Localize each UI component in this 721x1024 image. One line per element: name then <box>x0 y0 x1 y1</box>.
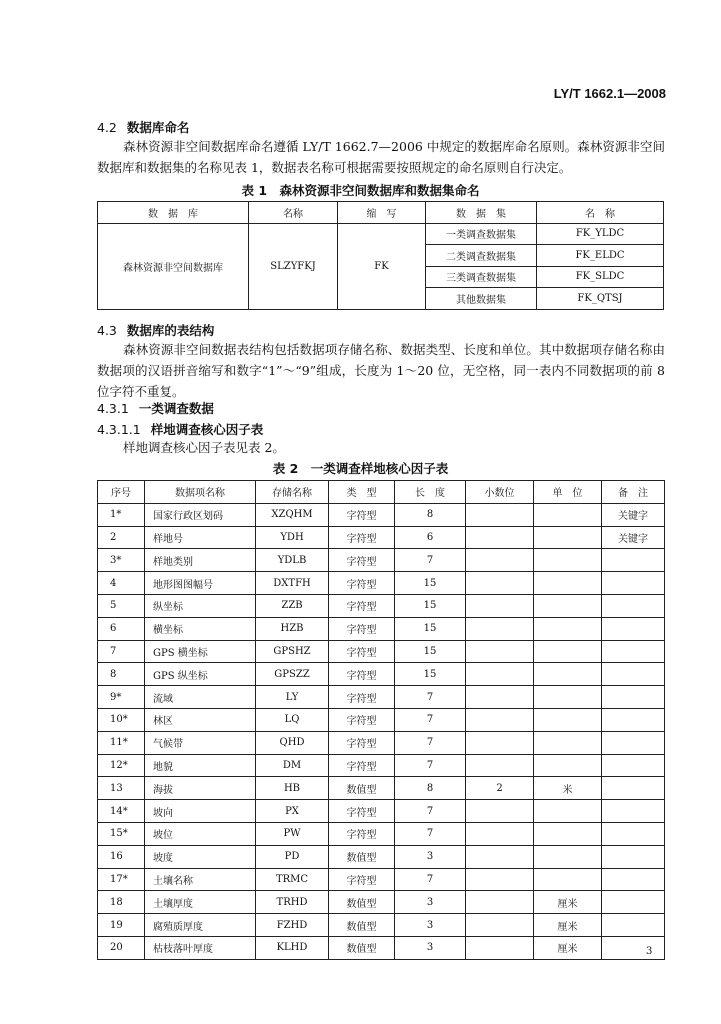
table2-cell-remark <box>602 640 665 663</box>
table2-cell-length: 7 <box>395 754 466 777</box>
table2-cell-remark <box>602 868 665 891</box>
table2-cell-decimals <box>466 663 534 686</box>
table2-header-cell: 序号 <box>98 481 145 504</box>
table2-cell-unit <box>534 731 602 754</box>
table2-cell-field-name: 坡度 <box>145 845 256 868</box>
table2-cell-length: 15 <box>395 663 466 686</box>
table2-cell-storage-name: KLHD <box>256 936 329 959</box>
table2-cell-field-name: 样地类别 <box>145 549 256 572</box>
table2-cell-remark <box>602 777 665 800</box>
table2-cell-length: 7 <box>395 868 466 891</box>
table2-cell-storage-name: DXTFH <box>256 572 329 595</box>
table2-cell-unit <box>534 800 602 823</box>
table2-cell-decimals <box>466 503 534 526</box>
table2-cell-unit <box>534 754 602 777</box>
table2-cell-unit <box>534 663 602 686</box>
section-title: 数据库的表结构 <box>126 323 215 338</box>
table2-cell-field-name: 土壤厚度 <box>145 891 256 914</box>
table-row <box>98 223 664 245</box>
section-4-2-heading <box>97 118 189 136</box>
table2-cell-data-type: 数值型 <box>329 845 395 868</box>
table2-cell-remark <box>602 617 665 640</box>
table2-header-cell: 数据项名称 <box>145 481 256 504</box>
table2-cell-unit: 厘米 <box>534 891 602 914</box>
table2-cell-length: 8 <box>395 503 466 526</box>
table2-cell-length: 15 <box>395 594 466 617</box>
table2-cell-storage-name: GPSZZ <box>256 663 329 686</box>
table2-cell-decimals <box>466 800 534 823</box>
table2-cell-field-name: 气候带 <box>145 731 256 754</box>
table2-cell-unit <box>534 822 602 845</box>
table2-cell-storage-name: PW <box>256 822 329 845</box>
table2-cell-remark: 关键字 <box>602 526 665 549</box>
table1-caption: 表 1 森林资源非空间数据库和数据集命名 <box>241 183 480 198</box>
table2-cell-decimals <box>466 822 534 845</box>
table2-header-cell: 单 位 <box>534 481 602 504</box>
section-number: 4.3.1.1 <box>97 422 141 437</box>
table2-cell-decimals <box>466 754 534 777</box>
table2-cell-field-name: 流域 <box>145 686 256 709</box>
table1-dataset-code: FK_SLDC <box>537 266 664 288</box>
table2-cell-length: 7 <box>395 800 466 823</box>
table-row <box>98 754 665 777</box>
table2-cell-row-index: 14* <box>98 800 145 823</box>
table-row <box>98 663 665 686</box>
table2-cell-storage-name: ZZB <box>256 594 329 617</box>
table2-cell-length: 15 <box>395 617 466 640</box>
table2-cell-row-index: 10* <box>98 708 145 731</box>
table1-header-cell: 名称 <box>249 202 338 224</box>
table2-cell-decimals <box>466 936 534 959</box>
table2 <box>97 480 665 960</box>
table2-cell-data-type: 数值型 <box>329 891 395 914</box>
table1-header-cell: 缩 写 <box>338 202 426 224</box>
table2-cell-data-type: 字符型 <box>329 800 395 823</box>
table2-cell-field-name: 样地号 <box>145 526 256 549</box>
table2-cell-remark <box>602 822 665 845</box>
table2-cell-length: 3 <box>395 845 466 868</box>
table-row <box>98 549 665 572</box>
table2-cell-unit <box>534 617 602 640</box>
section-title: 一类调查数据 <box>138 401 214 416</box>
table2-cell-remark <box>602 549 665 572</box>
table2-cell-row-index: 13 <box>98 777 145 800</box>
table2-cell-storage-name: YDLB <box>256 549 329 572</box>
table2-cell-data-type: 字符型 <box>329 526 395 549</box>
table-row <box>98 891 665 914</box>
table1-dataset-code: FK_YLDC <box>537 223 664 245</box>
table2-cell-decimals <box>466 868 534 891</box>
table2-cell-unit <box>534 845 602 868</box>
table2-cell-data-type: 数值型 <box>329 936 395 959</box>
table2-cell-unit: 厘米 <box>534 936 602 959</box>
table2-cell-row-index: 8 <box>98 663 145 686</box>
table2-cell-row-index: 16 <box>98 845 145 868</box>
table2-cell-field-name: 腐殖质厚度 <box>145 914 256 937</box>
table-row <box>98 731 665 754</box>
table2-cell-row-index: 18 <box>98 891 145 914</box>
table2-cell-remark: 关键字 <box>602 503 665 526</box>
table2-cell-decimals: 2 <box>466 777 534 800</box>
table2-cell-data-type: 字符型 <box>329 754 395 777</box>
table2-cell-length: 15 <box>395 640 466 663</box>
table-row <box>98 686 665 709</box>
table2-header-row <box>98 481 665 504</box>
table2-cell-unit <box>534 503 602 526</box>
table2-cell-data-type: 字符型 <box>329 640 395 663</box>
table2-cell-remark <box>602 845 665 868</box>
table1-header-cell: 数 据 库 <box>98 202 249 224</box>
table2-cell-storage-name: PD <box>256 845 329 868</box>
table-row <box>98 868 665 891</box>
table2-cell-row-index: 15* <box>98 822 145 845</box>
table2-header-cell: 长 度 <box>395 481 466 504</box>
table2-cell-decimals <box>466 617 534 640</box>
table1-header-cell: 名 称 <box>537 202 664 224</box>
table-row <box>98 914 665 937</box>
table-row <box>98 777 665 800</box>
table2-cell-decimals <box>466 914 534 937</box>
section-number: 4.2 <box>97 120 117 135</box>
section-4-3-paragraph: 森林资源非空间数据表结构包括数据项存储名称、数据类型、长度和单位。其中数据项存储名称由数据项的汉语拼音缩写和数字“1”～“9”组成，长度为 1～20 位，无空格，同一表内不同数据项的前 8 位字符不重复。 <box>97 342 665 399</box>
table2-cell-row-index: 9* <box>98 686 145 709</box>
table2-cell-field-name: 海拔 <box>145 777 256 800</box>
table2-cell-length: 7 <box>395 686 466 709</box>
table1-dataset-name: 其他数据集 <box>426 288 537 310</box>
table2-cell-remark <box>602 663 665 686</box>
table-row <box>98 845 665 868</box>
table-row <box>98 640 665 663</box>
section-title: 数据库命名 <box>126 120 190 135</box>
table2-cell-field-name: 坡向 <box>145 800 256 823</box>
table2-cell-storage-name: LQ <box>256 708 329 731</box>
table-row <box>98 617 665 640</box>
section-number: 4.3.1 <box>97 401 129 416</box>
table1-dataset-name: 一类调查数据集 <box>426 223 537 245</box>
table2-cell-unit: 厘米 <box>534 914 602 937</box>
table2-cell-row-index: 6 <box>98 617 145 640</box>
table2-cell-unit <box>534 640 602 663</box>
table2-cell-field-name: 地貌 <box>145 754 256 777</box>
table-row <box>98 800 665 823</box>
table2-cell-field-name: 纵坐标 <box>145 594 256 617</box>
table1-abbreviation: FK <box>338 223 426 309</box>
table2-cell-row-index: 1* <box>98 503 145 526</box>
table2-header-cell: 小数位 <box>466 481 534 504</box>
table2-cell-length: 15 <box>395 572 466 595</box>
table2-cell-data-type: 字符型 <box>329 731 395 754</box>
table2-cell-storage-name: HZB <box>256 617 329 640</box>
table1-database-code: SLZYFKJ <box>249 223 338 309</box>
table2-cell-row-index: 7 <box>98 640 145 663</box>
table1-header-row <box>98 202 664 224</box>
table-row <box>98 822 665 845</box>
table2-cell-storage-name: PX <box>256 800 329 823</box>
table1-header-cell: 数 据 集 <box>426 202 537 224</box>
table2-cell-data-type: 字符型 <box>329 708 395 731</box>
table2-cell-row-index: 11* <box>98 731 145 754</box>
table2-cell-remark <box>602 708 665 731</box>
table2-cell-storage-name: GPSHZ <box>256 640 329 663</box>
page-number: 3 <box>646 946 653 957</box>
table2-cell-decimals <box>466 640 534 663</box>
table2-cell-decimals <box>466 526 534 549</box>
table1-dataset-name: 二类调查数据集 <box>426 245 537 267</box>
table2-cell-length: 3 <box>395 891 466 914</box>
table2-cell-length: 7 <box>395 822 466 845</box>
table2-cell-data-type: 字符型 <box>329 594 395 617</box>
table-row <box>98 936 665 959</box>
table2-cell-row-index: 19 <box>98 914 145 937</box>
table2-cell-decimals <box>466 594 534 617</box>
table2-cell-unit <box>534 526 602 549</box>
table2-cell-data-type: 字符型 <box>329 686 395 709</box>
table2-cell-field-name: 地形图图幅号 <box>145 572 256 595</box>
table2-cell-decimals <box>466 731 534 754</box>
section-4-2-paragraph: 森林资源非空间数据库命名遵循 LY/T 1662.7—2006 中规定的数据库命名原则。森林资源非空间数据库和数据集的名称见表 1，数据表名称可根据需要按照规定的命名原则自行决定。 <box>97 139 665 175</box>
table2-cell-field-name: 林区 <box>145 708 256 731</box>
table1-dataset-name: 三类调查数据集 <box>426 266 537 288</box>
table-row <box>98 503 665 526</box>
table2-cell-length: 6 <box>395 526 466 549</box>
table2-cell-remark <box>602 731 665 754</box>
table2-cell-field-name: 枯枝落叶厚度 <box>145 936 256 959</box>
table1-database-name: 森林资源非空间数据库 <box>98 223 249 309</box>
section-4-3-1-1-heading <box>97 420 263 438</box>
table2-cell-data-type: 数值型 <box>329 914 395 937</box>
table2-cell-field-name: GPS 横坐标 <box>145 640 256 663</box>
table2-cell-unit <box>534 708 602 731</box>
table2-cell-decimals <box>466 708 534 731</box>
table2-cell-unit <box>534 549 602 572</box>
table2-cell-unit <box>534 686 602 709</box>
table1 <box>97 201 664 310</box>
table2-cell-length: 8 <box>395 777 466 800</box>
table2-cell-decimals <box>466 549 534 572</box>
table2-cell-remark <box>602 891 665 914</box>
table2-cell-row-index: 4 <box>98 572 145 595</box>
section-4-3-1-1-paragraph: 样地调查核心因子表见表 2。 <box>123 440 285 455</box>
table2-cell-data-type: 字符型 <box>329 822 395 845</box>
table2-header-cell: 类 型 <box>329 481 395 504</box>
table2-cell-decimals <box>466 686 534 709</box>
table2-cell-field-name: 坡位 <box>145 822 256 845</box>
table2-cell-remark <box>602 936 665 959</box>
table-row <box>98 594 665 617</box>
table-row <box>98 526 665 549</box>
table2-cell-unit <box>534 572 602 595</box>
table2-cell-storage-name: XZQHM <box>256 503 329 526</box>
table2-cell-unit <box>534 868 602 891</box>
section-number: 4.3 <box>97 323 117 338</box>
table2-cell-row-index: 12* <box>98 754 145 777</box>
table2-cell-storage-name: QHD <box>256 731 329 754</box>
table2-cell-length: 7 <box>395 731 466 754</box>
table2-cell-remark <box>602 914 665 937</box>
table2-cell-data-type: 字符型 <box>329 572 395 595</box>
table-row <box>98 708 665 731</box>
table2-cell-field-name: 土壤名称 <box>145 868 256 891</box>
table2-cell-data-type: 字符型 <box>329 549 395 572</box>
table2-cell-remark <box>602 572 665 595</box>
table2-cell-length: 7 <box>395 708 466 731</box>
table2-cell-row-index: 3* <box>98 549 145 572</box>
table2-cell-storage-name: TRHD <box>256 891 329 914</box>
table2-cell-storage-name: FZHD <box>256 914 329 937</box>
table2-header-cell: 备 注 <box>602 481 665 504</box>
table2-cell-row-index: 20 <box>98 936 145 959</box>
table2-cell-storage-name: DM <box>256 754 329 777</box>
table2-cell-remark <box>602 686 665 709</box>
table1-dataset-code: FK_ELDC <box>537 245 664 267</box>
table2-cell-data-type: 字符型 <box>329 503 395 526</box>
table2-cell-decimals <box>466 572 534 595</box>
section-4-3-1-heading <box>97 399 214 417</box>
table2-cell-remark <box>602 800 665 823</box>
table2-cell-data-type: 数值型 <box>329 777 395 800</box>
table2-cell-remark <box>602 594 665 617</box>
table2-cell-field-name: GPS 纵坐标 <box>145 663 256 686</box>
table2-cell-field-name: 横坐标 <box>145 617 256 640</box>
table2-cell-storage-name: HB <box>256 777 329 800</box>
table2-cell-row-index: 17* <box>98 868 145 891</box>
table2-cell-storage-name: YDH <box>256 526 329 549</box>
table2-cell-decimals <box>466 845 534 868</box>
table2-cell-remark <box>602 754 665 777</box>
table2-cell-field-name: 国家行政区划码 <box>145 503 256 526</box>
standard-code-header: LY/T 1662.1—2008 <box>553 86 666 101</box>
table2-cell-storage-name: TRMC <box>256 868 329 891</box>
table2-caption: 表 2 一类调查样地核心因子表 <box>272 461 449 476</box>
table2-cell-decimals <box>466 891 534 914</box>
table2-cell-length: 3 <box>395 936 466 959</box>
table2-cell-storage-name: LY <box>256 686 329 709</box>
table2-header-cell: 存储名称 <box>256 481 329 504</box>
table2-cell-unit: 米 <box>534 777 602 800</box>
table2-cell-unit <box>534 594 602 617</box>
table-row <box>98 572 665 595</box>
section-4-3-heading <box>97 321 214 339</box>
table2-cell-length: 3 <box>395 914 466 937</box>
section-title: 样地调查核心因子表 <box>150 422 264 437</box>
table2-cell-data-type: 字符型 <box>329 617 395 640</box>
table2-cell-data-type: 字符型 <box>329 868 395 891</box>
table2-cell-row-index: 5 <box>98 594 145 617</box>
table2-cell-data-type: 字符型 <box>329 663 395 686</box>
table1-dataset-code: FK_QTSJ <box>537 288 664 310</box>
table2-cell-row-index: 2 <box>98 526 145 549</box>
table2-cell-length: 7 <box>395 549 466 572</box>
